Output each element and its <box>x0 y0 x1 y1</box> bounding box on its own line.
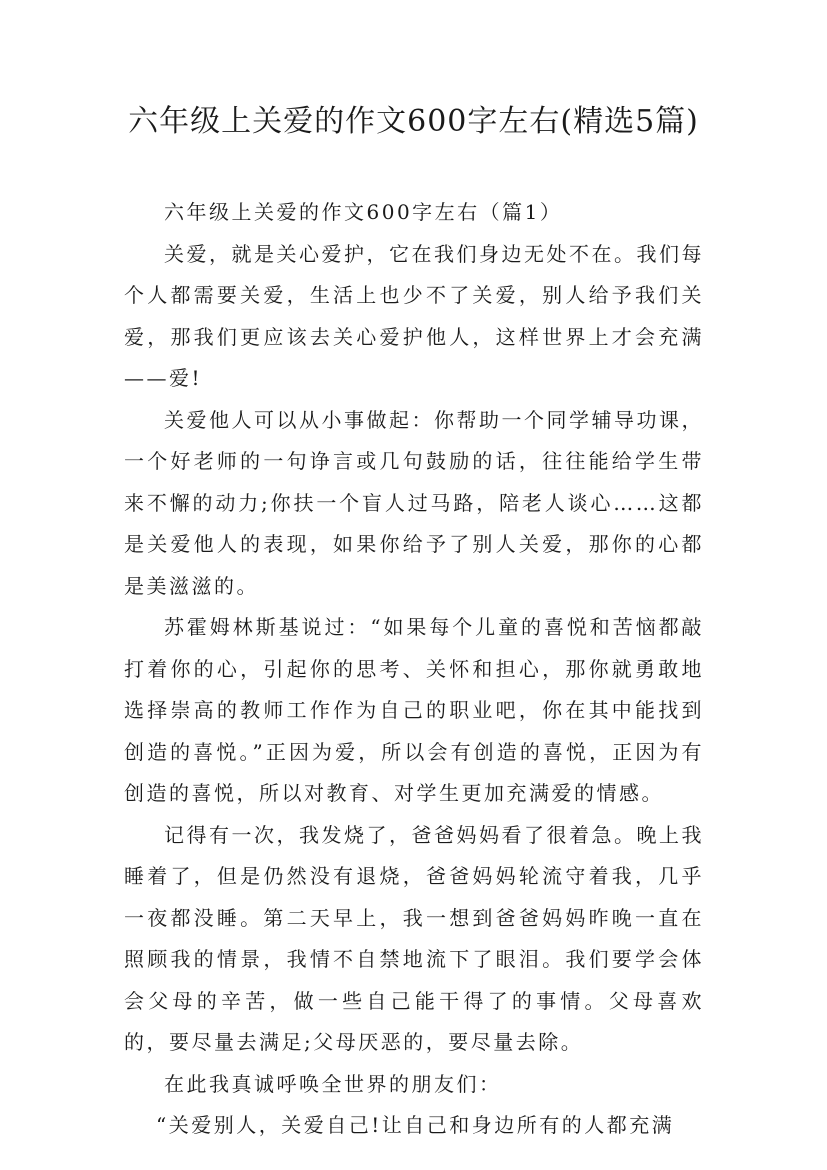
document-body <box>124 192 704 1147</box>
paragraph: 关爱他人可以从小事做起：你帮助一个同学辅导功课，一个好老师的一句诤言或几句鼓励的话，往往能给学生带来不懈的动力;你扶一个盲人过马路，陪老人谈心……这都是关爱他人的表现，如果你给予了别人关爱，那你的心都是美滋滋的。 <box>124 407 704 598</box>
paragraph: 苏霍姆林斯基说过：“如果每个儿童的喜悦和苦恼都敲打着你的心，引起你的思考、关怀和担心，那你就勇敢地选择崇高的教师工作作为自己的职业吧，你在其中能找到创造的喜悦。”正因为爱，所以会有创造的喜悦，正因为有创造的喜悦，所以对教育、对学生更加充满爱的情感。 <box>124 615 704 805</box>
paragraph: 在此我真诚呼唤全世界的朋友们： <box>164 1071 502 1096</box>
paragraph: 记得有一次，我发烧了，爸爸妈妈看了很着急。晚上我睡着了，但是仍然没有退烧，爸爸妈妈轮流守着我，几乎一夜都没睡。第二天早上，我一想到爸爸妈妈昨晚一直在照顾我的情景，我情不自禁地流下了眼泪。我们要学会体会父母的辛苦，做一些自己能干得了的事情。父母喜欢的，要尽量去满足;父母厌恶的，要尽量去除。 <box>124 822 704 1054</box>
section-heading: 六年级上关爱的作文600字左右（篇1） <box>164 200 563 224</box>
document-title: 六年级上关爱的作文600字左右(精选5篇) <box>128 104 699 139</box>
paragraph-quote: “关爱别人，关爱自己!让自己和身边所有的人都充满 <box>156 1113 675 1137</box>
paragraph: 关爱，就是关心爱护，它在我们身边无处不在。我们每个人都需要关爱，生活上也少不了关爱，别人给予我们关爱，那我们更应该去关心爱护他人，这样世界上才会充满——爱! <box>124 241 704 390</box>
